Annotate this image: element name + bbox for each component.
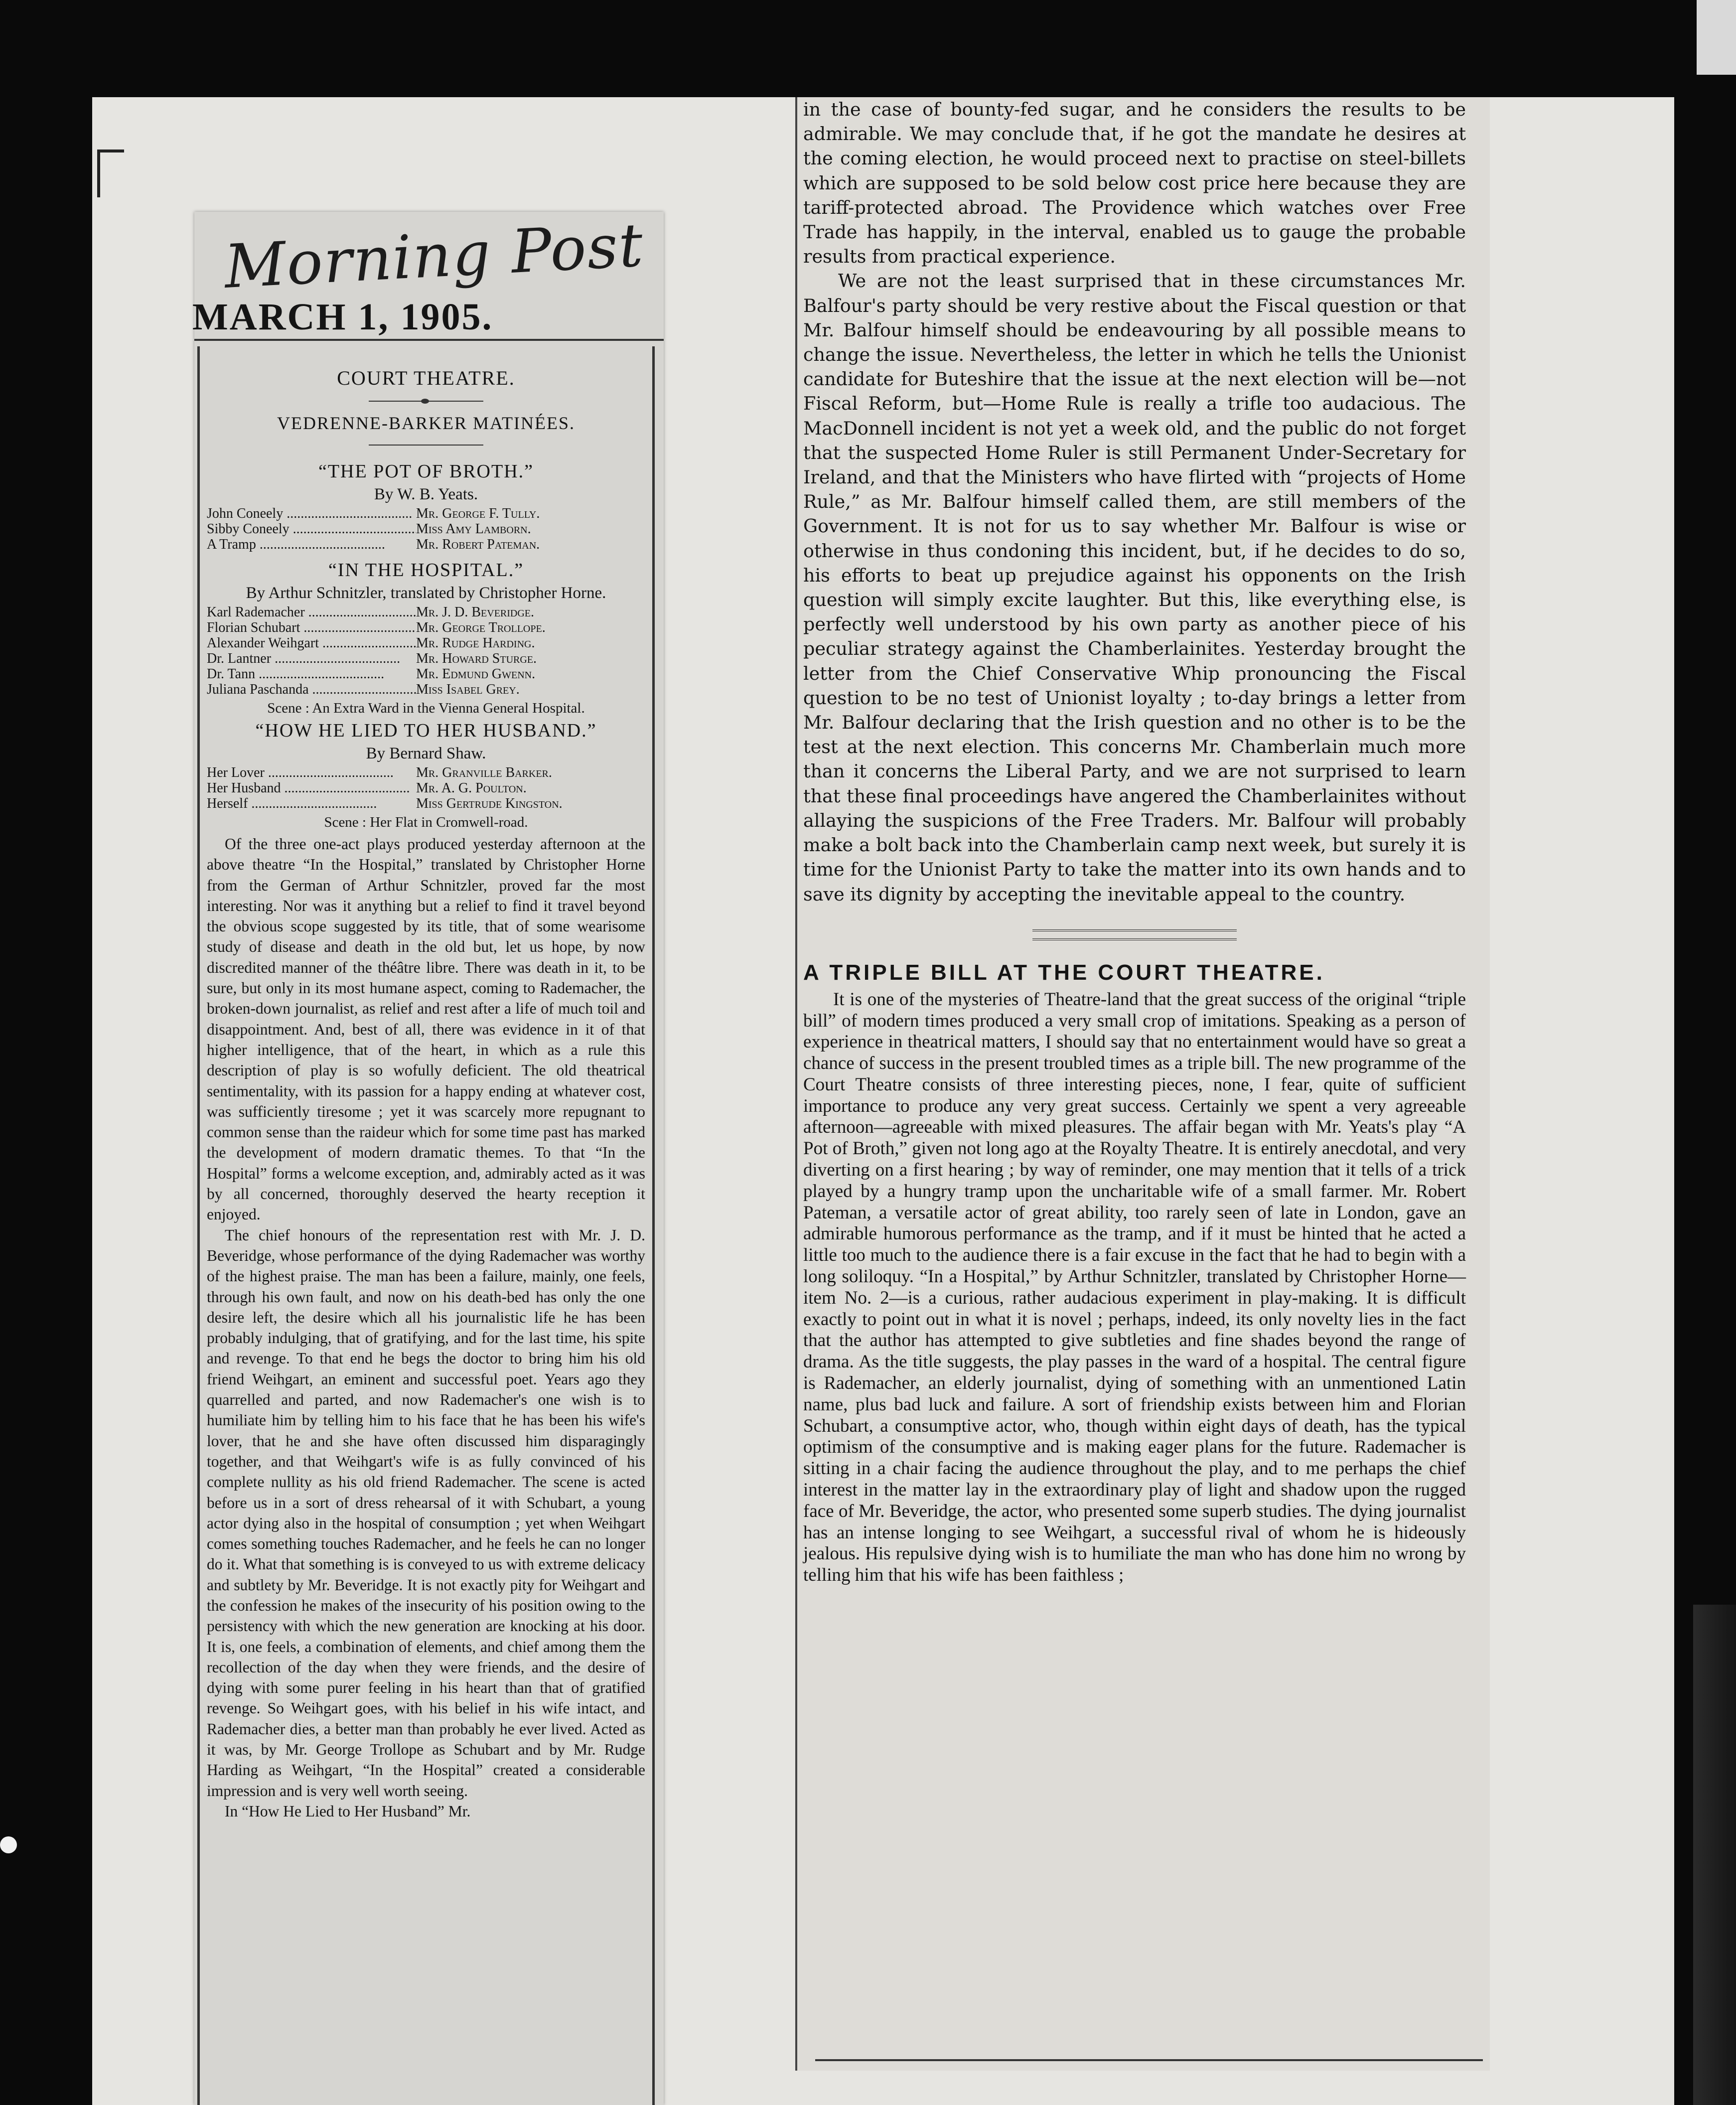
- cast-row: Her Lover ..... Mr. Granville Barker.: [207, 765, 645, 780]
- masthead: [194, 212, 664, 341]
- play-author: By W. B. Yeats.: [374, 485, 478, 503]
- right-body: [803, 97, 1466, 1586]
- cast-list: [207, 604, 645, 697]
- article-title: A TRIPLE BILL AT THE COURT THEATRE.: [803, 960, 1325, 985]
- handwritten-title: Morning Post: [222, 211, 646, 302]
- cast-list: [207, 506, 645, 552]
- play-title: “HOW HE LIED TO HER HUSBAND.”: [255, 720, 597, 741]
- scene-note: Scene : An Extra Ward in the Vienna General Hospital.: [267, 700, 585, 716]
- corner-mark: [97, 150, 124, 197]
- right-clipping: [795, 97, 1490, 2071]
- cast-row: Karl Rademacher ..... Mr. J. D. Beveridge.: [207, 604, 645, 620]
- cast-row: John Coneely ..... Mr. George F. Tully.: [207, 506, 645, 521]
- heading-court-theatre: COURT THEATRE.: [337, 367, 515, 389]
- cast-row: Sibby Coneely ..... Miss Amy Lamborn.: [207, 521, 645, 537]
- article-paragraph: It is one of the mysteries of Theatre-land that the great success of the original “triple bill” of modern times produced a very small crop of imitations. Speaking as a person of experience in theatrical matters, I should say that no entertainment would have so great a chance of success in the present troubled times as a triple bill. The new programme of the Court Theatre consists of three interesting pieces, none, I fear, quite of sufficient importance to produce any very great success. Certainly we spent a very agreeable afternoon—agreeable with mixed pleasures. The affair began with Mr. Yeats's play “A Pot of Broth,” given not long ago at the Royalty Theatre. It is entirely anecdotal, and very diverting on a first hearing ; by way of reminder, one may mention that it tells of a trick played by a hungry tramp upon the uncharitable wife of a small farmer. Mr. Robert Pateman, a versatile actor of great ability, too rarely seen of late in London, gave an admirable humorous performance as the tramp, and if it must be hinted that he acted a little too much to the audience there is a fair excuse in the fact that he had to begin with a long soliloquy. “In a Hospital,” by Arthur Schnitzler, translated by Christopher Horne—item No. 2—is a curious, rather audacious experiment in play-making. It is difficult exactly to point out in what it is novel ; perhaps, indeed, its only novelty lies in the fact that the author has attempted to give subtleties and fine shades beyond the range of drama. As the title suggests, the play passes in the ward of a hospital. The central figure is Rademacher, an elderly journalist, dying of something with an unmentioned Latin name, plus bad luck and failure. A sort of friendship exists between him and Florian Schubart, a consumptive actor, who, though within eight days of death, has the typical optimism of the consumptive and is making eager plans for the future. Rademacher is sitting in a chair facing the audience throughout the play, and to me perhaps the chief interest in the matter lay in the extraordinary play of light and shadow upon the rugged face of Mr. Beveridge, the actor, who presented some superb studies. The dying journalist has an intense longing to see Weihgart, a successful rival of whom he is hideously jealous. His repulsive dying wish is to humiliate the man who has done him no wrong by telling him that his wife has been faithless ;: [803, 989, 1466, 1586]
- review-paragraph: In “How He Lied to Her Husband” Mr.: [225, 1802, 471, 1820]
- cast-row: A Tramp ..... Mr. Robert Pateman.: [207, 537, 645, 552]
- editorial-paragraph: in the case of bounty-fed sugar, and he considers the results to be admirable. We may conclude that, if he got the mandate he desires at the coming election, he would proceed next to practise on steel-billets which are supposed to be sold below cost price here because they are tariff-protected abroad. The Providence which watches over Free Trade has happily, in the interval, enabled us to gauge the probable results from practical experience.: [803, 99, 1466, 268]
- play-author: By Bernard Shaw.: [366, 745, 486, 762]
- edge-strip: [1697, 0, 1736, 75]
- cast-row: Juliana Paschanda ..... Miss Isabel Grey.: [207, 682, 645, 697]
- scene-note: Scene : Her Flat in Cromwell-road.: [324, 814, 528, 830]
- play-author: By Arthur Schnitzler, translated by Christopher Horne.: [246, 584, 606, 602]
- double-rule-separator: [1032, 929, 1237, 940]
- play-title: “IN THE HOSPITAL.”: [328, 560, 524, 581]
- left-clipping: [194, 212, 664, 2105]
- cast-row: Herself ..... Miss Gertrude Kingston.: [207, 796, 645, 811]
- rule: [369, 445, 483, 446]
- dateline: MARCH 1, 1905.: [192, 296, 493, 338]
- cast-row: Florian Schubart ..... Mr. George Trollope.: [207, 620, 645, 635]
- cast-list: [207, 765, 645, 811]
- cast-row: Her Husband ..... Mr. A. G. Poulton.: [207, 780, 645, 796]
- ornament-rule: [369, 401, 483, 402]
- editorial-paragraph: We are not the least surprised that in these circumstances Mr. Balfour's party should be very restive about the Fiscal question or that Mr. Balfour himself should be endeavouring by all possible means to change the issue. Nevertheless, the letter in which he tells the Unionist candidate for Buteshire that the issue at the next election will be—not Fiscal Reform, but—Home Rule is really a trifle too audacious. The MacDonnell incident is not yet a week old, and the public do not forget that the suspected Home Ruler is still Permanent Under-Secretary for Ireland, and that the Ministers who have flirted with “projects of Home Rule,” as Mr. Balfour himself called them, are still members of the Government. It is not for us to say whether Mr. Balfour is wise or otherwise in thus condoning this incident, but, if he decides to do so, his efforts to beat up prejudice against his opponents on the Irish question will simply excite laughter. But this, like everything else, is perfectly well understood by his own party as another piece of his peculiar strategy against the Chamberlainites. Yesterday brought the letter from the Chief Conservative Whip pronouncing the Fiscal question to be no test of Unionist loyalty ; to-day brings a letter from Mr. Balfour declaring that the Irish question and no other is to be the test at the next election. This concerns Mr. Chamberlain much more than it concerns the Liberal Party, and we are not surprised to learn that these final proceedings have angered the Chamberlainites without allaying the suspicions of the Free Traders. Mr. Balfour will probably make a bolt back into the Chamberlain camp next week, but surely it is time for the Unionist Party to take the matter into its own hands and to save its dignity by accepting the inevitable appeal to the country.: [803, 270, 1466, 905]
- cast-row: Dr. Lantner ..... Mr. Howard Sturge.: [207, 651, 645, 666]
- heading-matinees: VEDRENNE-BARKER MATINÉES.: [277, 413, 575, 433]
- review-paragraph: Of the three one-act plays produced yesterday afternoon at the above theatre “In the Hospital,” translated by Christopher Horne from the German of Arthur Schnitzler, proved far the most interesting. Nor was it anything but a relief to find it travel beyond the obvious scope suggested by its title, that of some wearisome study of disease and death in the old but, let us hope, by now discredited manner of the théâtre libre. There was death in it, to be sure, but only in its most humane aspect, coming to Rademacher, the broken-down journalist, as relief and rest after a life of much toil and disappointment. And, best of all, there was evidence in it of that higher intelligence, that of the heart, in which as a rule this description of play is so wofully deficient. The old theatrical sentimentality, with its passion for a happy ending at whatever cost, was sufficiently tiresome ; yet it was scarcely more repugnant to common sense than the raideur which for some time past has marked the development of modern dramatic themes. To that “In the Hospital” forms a welcome exception, and, admirably acted as it was by all concerned, thoroughly deserved the hearty reception it enjoyed.: [207, 835, 645, 1223]
- cast-row: Alexander Weihgart ..... Mr. Rudge Harding.: [207, 635, 645, 651]
- edge-strip-dark: [1693, 1605, 1736, 2105]
- cast-row: Dr. Tann ..... Mr. Edmund Gwenn.: [207, 666, 645, 682]
- play-title: “THE POT OF BROTH.”: [318, 461, 534, 482]
- left-body: [197, 346, 655, 2105]
- review-paragraph: The chief honours of the representation rest with Mr. J. D. Beveridge, whose performance of the dying Rademacher was worthy of the highest praise. The man has been a failure, mainly, one feels, through his own fault, and now on his death-bed has only the one desire left, the desire which all his journalistic life he has been probably indulging, that of gratifying, and for the last time, his spite and revenge. To that end he begs the doctor to bring him his old friend Weihgart, an eminent and successful poet. Years ago they quarrelled and parted, and now Rademacher's one wish is to humiliate him by telling him to his face that he has been his wife's lover, that he and she have often discussed him disparagingly together, and that Weihgart's wife is as fully convinced of his complete nullity as his old friend Rademacher. The scene is acted before us in a sort of dress rehearsal of it with Schubart, a young actor dying also in the hospital of consumption ; yet when Weihgart comes something touches Rademacher, and he feels he can no longer do it. What that something is is conveyed to us with extreme delicacy and subtlety by Mr. Beveridge. It is not exactly pity for Weihgart and the confession he makes of the insecurity of his position owing to the persistency with which the new generation are knocking at his door. It is, one feels, a combination of elements, and chief among them the recollection of the day when they were friends, and the desire of dying with some purer feeling in his heart than that of gratified revenge. So Weihgart goes, with his belief in his wife intact, and Rademacher dies, a better man than probably he ever lived. Acted as it was, by Mr. George Trollope as Schubart and by Mr. Rudge Harding as Weihgart, “In the Hospital” created a considerable impression and is very well worth seeing.: [207, 1226, 645, 1800]
- punch-hole: [0, 1836, 17, 1853]
- bottom-rule: [815, 2059, 1483, 2061]
